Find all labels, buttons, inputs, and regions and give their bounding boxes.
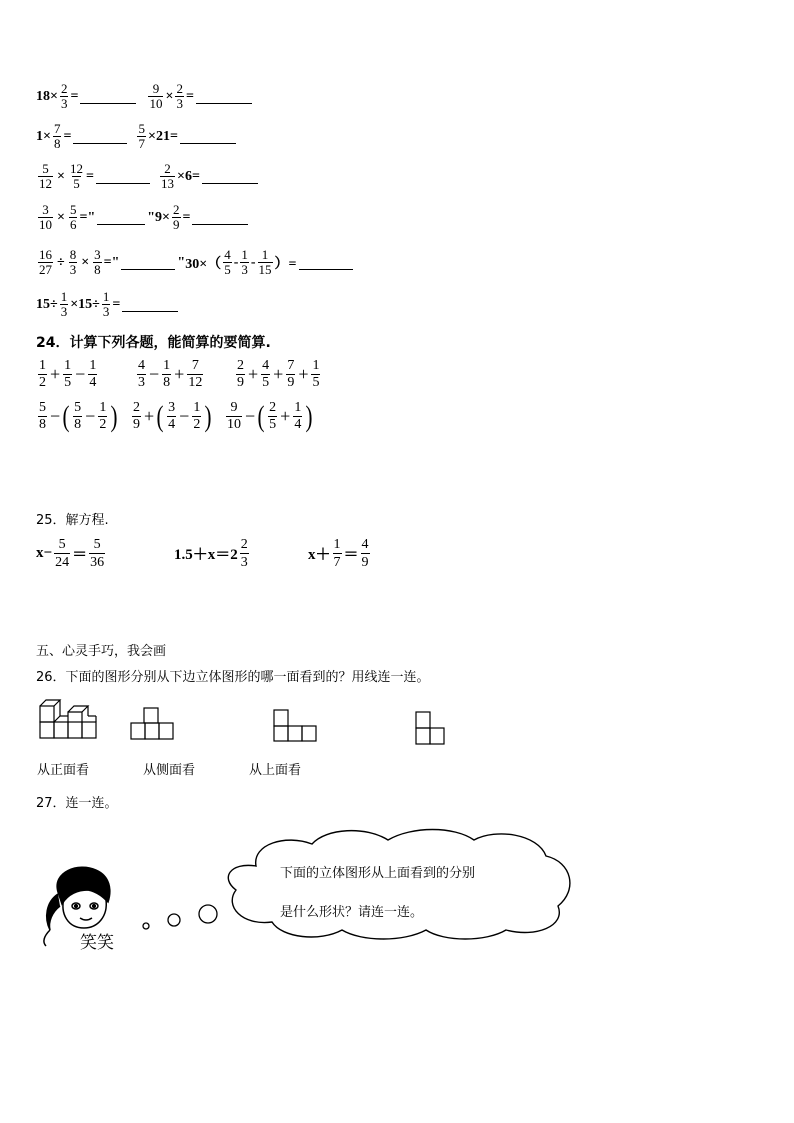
fraction: $\frac{3}{8}$ (94, 247, 101, 277)
answer-blank[interactable] (96, 169, 150, 184)
plus-sign: + (280, 406, 291, 426)
equals: =" (79, 209, 96, 225)
equals: = (112, 296, 121, 312)
minus-sign: − (245, 406, 256, 426)
q24-expr-3 (234, 358, 322, 391)
answer-blank[interactable] (192, 210, 248, 225)
times-sign: × (81, 254, 90, 270)
view-shape-1 (130, 706, 176, 742)
answer-blank[interactable] (196, 89, 252, 104)
fraction: $\frac{5}{8}$ (39, 400, 46, 432)
fraction: $\frac{1}{4}$ (294, 400, 302, 432)
q25-eq-1 (36, 536, 107, 571)
equals: ＝ (343, 547, 359, 563)
equals: = (185, 88, 194, 104)
cloud-text-line-1: 下面的立体图形从上面看到的分别 (280, 866, 476, 881)
fraction: $\frac{1}{7}$ (333, 537, 341, 570)
q23-row-1 (36, 82, 254, 111)
q24-title: 24．计算下列各题，能简算的要简算. (36, 335, 271, 351)
q27-title: 27．连一连。 (36, 796, 118, 811)
answer-blank[interactable] (180, 129, 236, 144)
q25-eq-3 (308, 536, 372, 571)
left-paren: ( (156, 399, 164, 433)
fraction: $\frac{2}{13}$ (160, 161, 174, 191)
fraction: $\frac{9}{10}$ (227, 400, 241, 432)
equals: = (70, 88, 79, 104)
left-paren: ( (257, 399, 265, 433)
term: 1.5＋x＝2 (174, 547, 238, 563)
solid-figure-3d (38, 698, 98, 742)
thought-dots (136, 898, 222, 934)
fraction: $\frac{4}{9}$ (361, 537, 369, 570)
q24-expr-5 (130, 400, 213, 433)
right-paren: ) (204, 399, 212, 433)
fraction: $\frac{1}{15}$ (258, 247, 272, 277)
fraction: $\frac{1}{4}$ (89, 358, 97, 390)
fraction: $\frac{7}{8}$ (53, 121, 61, 151)
quote-mark: " (177, 254, 186, 270)
q24-expr-6 (224, 400, 314, 433)
view-shape-3 (414, 710, 450, 748)
term: 1× (36, 128, 51, 144)
minus-sign: − (85, 406, 96, 426)
plus-sign: + (50, 364, 61, 384)
answer-blank[interactable] (97, 210, 145, 225)
fraction: $\frac{1}{2}$ (39, 358, 46, 390)
fraction: $\frac{2}{9}$ (173, 202, 180, 232)
view-label-top: 从上面看 (249, 763, 302, 778)
times-sign: × (165, 88, 174, 104)
plus-sign: + (273, 364, 284, 384)
equals: ＝ (72, 547, 88, 563)
fraction: $\frac{12}{5}$ (69, 161, 83, 191)
fraction: $\frac{5}{36}$ (90, 537, 105, 570)
term: 15÷ (36, 296, 58, 312)
fraction: $\frac{2}{3}$ (240, 537, 248, 570)
fraction: $\frac{7}{9}$ (287, 358, 295, 390)
fraction: $\frac{2}{3}$ (60, 81, 68, 111)
minus-sign: − (75, 364, 86, 384)
term: 9× (155, 209, 170, 225)
character-name: 笑笑 (80, 933, 114, 953)
answer-blank[interactable] (202, 169, 258, 184)
q23-row-3 (36, 162, 260, 191)
view-label-front: 从正面看 (37, 763, 90, 778)
fraction: $\frac{4}{5}$ (262, 358, 270, 390)
view-shape-2 (272, 708, 320, 744)
plus-sign: + (298, 364, 309, 384)
term: ×15÷ (70, 296, 100, 312)
times-sign: × (57, 209, 65, 225)
answer-blank[interactable] (73, 129, 127, 144)
q26-title: 26．下面的图形分别从下边立体图形的哪一面看到的？用线连一连。 (36, 670, 430, 685)
fraction: $\frac{3}{4}$ (168, 400, 176, 432)
fraction: $\frac{5}{6}$ (69, 202, 77, 232)
q23-row-5 (36, 248, 355, 277)
q23-row-4 (36, 203, 250, 232)
fraction: $\frac{1}{8}$ (163, 358, 171, 390)
equals: = (63, 128, 72, 144)
fraction: $\frac{9}{10}$ (149, 81, 163, 111)
right-paren: ) (110, 399, 118, 433)
fraction: $\frac{2}{3}$ (176, 81, 183, 111)
fraction: $\frac{4}{5}$ (224, 247, 231, 277)
q24-expr-1 (36, 358, 99, 391)
fraction: $\frac{7}{12}$ (188, 358, 203, 390)
fraction: $\frac{1}{3}$ (60, 289, 68, 319)
q23-row-2 (36, 122, 238, 151)
fraction: $\frac{5}{12}$ (39, 161, 52, 191)
term: 30×（ (185, 256, 222, 272)
term: ×21= (147, 128, 178, 144)
fraction: $\frac{1}{3}$ (102, 289, 110, 319)
divide-sign: ÷ (57, 254, 65, 270)
q25-title: 25．解方程. (36, 513, 109, 528)
term: ×6= (176, 168, 200, 184)
answer-blank[interactable] (80, 89, 136, 104)
q25-eq-2 (174, 536, 251, 571)
quote-mark: " (147, 209, 156, 225)
fraction: $\frac{1}{2}$ (99, 400, 107, 432)
plus-sign: + (144, 406, 155, 426)
fraction: $\frac{5}{7}$ (138, 121, 145, 151)
minus-sign: - (233, 254, 239, 270)
fraction: $\frac{2}{9}$ (237, 358, 244, 390)
q23-row-6 (36, 290, 180, 319)
q24-expr-2 (135, 358, 205, 391)
fraction: $\frac{1}{5}$ (64, 358, 72, 390)
speech-cloud (216, 826, 586, 942)
term: x＋ (308, 547, 331, 563)
answer-blank[interactable] (299, 255, 353, 270)
fraction: $\frac{1}{2}$ (193, 400, 201, 432)
fraction: $\frac{4}{3}$ (138, 358, 145, 390)
plus-sign: + (248, 364, 259, 384)
term: ）= (274, 256, 297, 272)
answer-blank[interactable] (121, 255, 175, 270)
fraction: $\frac{2}{5}$ (269, 400, 277, 432)
answer-blank[interactable] (122, 297, 178, 312)
left-paren: ( (62, 399, 70, 433)
equals: =" (103, 254, 120, 270)
equals: = (85, 168, 94, 184)
fraction: $\frac{5}{8}$ (74, 400, 82, 432)
fraction: $\frac{8}{3}$ (69, 247, 77, 277)
fraction: $\frac{3}{10}$ (39, 202, 52, 232)
fraction: $\frac{1}{3}$ (241, 247, 248, 277)
section-title: 五、心灵手巧，我会画 (36, 644, 167, 659)
plus-sign: + (174, 364, 185, 384)
minus-sign: − (50, 406, 61, 426)
view-label-side: 从侧面看 (143, 763, 196, 778)
fraction: $\frac{1}{5}$ (312, 358, 320, 390)
fraction: $\frac{16}{27}$ (39, 247, 52, 277)
q24-expr-4 (36, 400, 119, 433)
cloud-text-line-2: 是什么形状？请连一连。 (280, 905, 424, 920)
minus-sign: - (250, 254, 256, 270)
times-sign: × (57, 168, 65, 184)
term: x− (36, 545, 53, 561)
minus-sign: − (179, 406, 190, 426)
fraction: $\frac{5}{24}$ (55, 537, 70, 570)
equals: = (182, 209, 191, 225)
term: 18× (36, 88, 58, 104)
minus-sign: − (149, 364, 160, 384)
fraction: $\frac{2}{9}$ (133, 400, 140, 432)
right-paren: ) (305, 399, 313, 433)
